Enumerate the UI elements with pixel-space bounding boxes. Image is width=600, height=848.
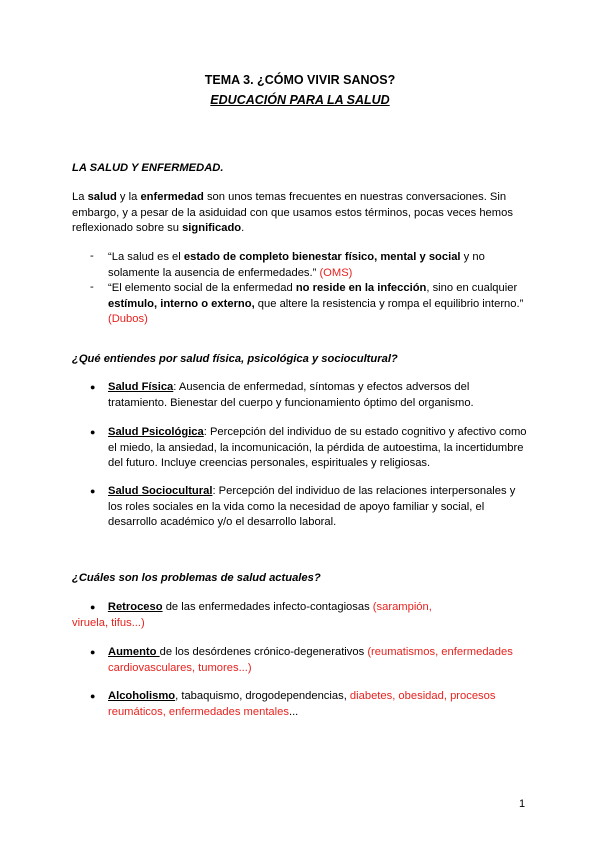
bullet: ●: [90, 647, 96, 657]
section-heading-tipos-salud: ¿Qué entiendes por salud física, psicológica y sociocultural?: [72, 353, 398, 365]
bullet: ●: [90, 427, 96, 437]
bullet: ●: [90, 602, 96, 612]
list-item-salud-sociocultural: Salud Sociocultural: Percepción del individuo de las relaciones interpersonales y los roles sociales en la vida como la necesidad de apoyo familiar y social, el desarrollo académico y/o el desarrollo laboral.: [108, 485, 516, 528]
quote-dash: -: [90, 281, 94, 293]
quote-dash: -: [90, 250, 94, 262]
quote-oms: “La salud es el estado de completo bienestar físico, mental y social y no solamente la ausencia de enfermedades.” (OMS): [108, 251, 485, 279]
bullet: ●: [90, 486, 96, 496]
list-item-aumento: Aumento de los desórdenes crónico-degenerativos (reumatismos, enfermedades cardiovasculares, tumores...): [108, 646, 513, 674]
section-heading-salud-enfermedad: LA SALUD Y ENFERMEDAD.: [72, 162, 224, 174]
intro-paragraph: La salud y la enfermedad son unos temas frecuentes en nuestras conversaciones. Sin embargo, y a pesar de la asiduidad con que usamos estos términos, pocas veces hemos reflexionado sobre su significado.: [72, 191, 513, 234]
document-subtitle: EDUCACIÓN PARA LA SALUD: [210, 93, 390, 107]
section-heading-problemas-salud: ¿Cuáles son los problemas de salud actuales?: [72, 572, 321, 584]
bullet: ●: [90, 691, 96, 701]
quote-dubos: “El elemento social de la enfermedad no reside en la infección, sino en cualquier estímulo, interno o externo, que altere la resistencia y rompa el equilibrio interno.” (Dubos): [108, 282, 524, 325]
document-title: TEMA 3. ¿CÓMO VIVIR SANOS?: [204, 73, 396, 87]
list-item-retroceso: ● Retroceso de las enfermedades infecto-contagiosas (sarampión, viruela, tifus...): [72, 601, 432, 629]
list-item-alcoholismo: Alcoholismo, tabaquismo, drogodependencias, diabetes, obesidad, procesos reumáticos, enfermedades mentales...: [108, 690, 496, 718]
page-number: 1: [519, 798, 526, 810]
list-item-salud-fisica: Salud Física: Ausencia de enfermedad, síntomas y efectos adversos del tratamiento. Bienestar del cuerpo y funcionamiento óptimo del organismo.: [108, 381, 474, 409]
list-item-salud-psicologica: Salud Psicológica: Percepción del individuo de su estado cognitivo y afectivo como el miedo, la ansiedad, la incomunicación, la pérdida de autoestima, la incertidumbre del futuro. Incluye creencias personales, espirituales y religiosas.: [108, 426, 527, 469]
bullet: ●: [90, 382, 96, 392]
